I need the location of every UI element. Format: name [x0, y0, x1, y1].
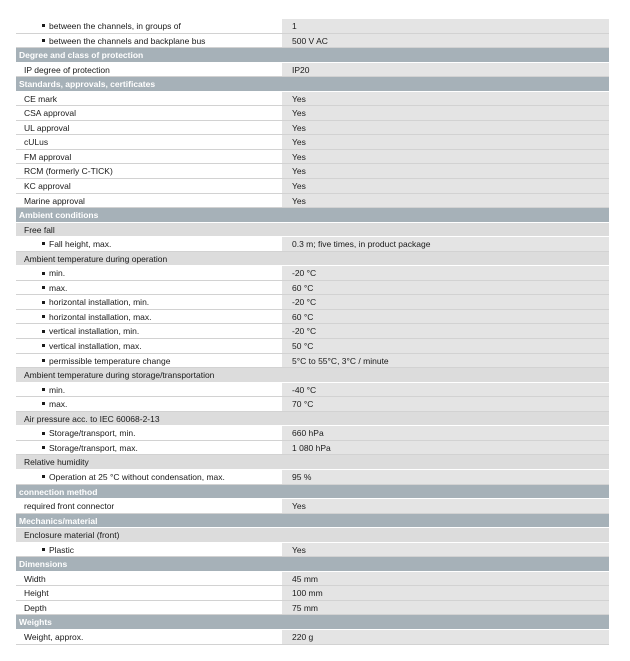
section-header	[16, 615, 609, 630]
spec-value: 0.3 m; five times, in product package	[282, 237, 609, 251]
spec-label: required front connector	[24, 501, 115, 512]
spec-row	[16, 572, 609, 587]
group-header	[16, 455, 609, 470]
section-header	[16, 48, 609, 63]
spec-label: UL approval	[24, 122, 70, 133]
spec-row	[16, 397, 609, 412]
spec-row	[16, 19, 609, 34]
spec-row	[16, 543, 609, 558]
spec-value: Yes	[282, 135, 609, 149]
spec-value: 75 mm	[282, 601, 609, 615]
spec-row	[16, 354, 609, 369]
spec-row	[16, 383, 609, 398]
spec-label: Operation at 25 °C without condensation, max.	[49, 471, 225, 482]
spec-row	[16, 135, 609, 150]
spec-value: 60 °C	[282, 310, 609, 324]
spec-row	[16, 266, 609, 281]
spec-value: Yes	[282, 194, 609, 208]
spec-row	[16, 194, 609, 209]
spec-label: Height	[24, 588, 49, 599]
spec-value: 95 %	[282, 470, 609, 484]
spec-value: Yes	[282, 499, 609, 513]
spec-row	[16, 586, 609, 601]
spec-value: 500 V AC	[282, 34, 609, 48]
spec-row	[16, 281, 609, 296]
spec-row	[16, 441, 609, 456]
spec-label: Storage/transport, min.	[49, 428, 136, 439]
spec-label: vertical installation, min.	[49, 326, 140, 337]
spec-label: vertical installation, max.	[49, 341, 142, 352]
bullet-icon	[42, 301, 45, 304]
section-title: Mechanics/material	[19, 515, 98, 526]
spec-value: 60 °C	[282, 281, 609, 295]
bullet-icon	[42, 344, 45, 347]
spec-label: horizontal installation, max.	[49, 311, 152, 322]
spec-value: 1 080 hPa	[282, 441, 609, 455]
bullet-icon	[42, 432, 45, 435]
spec-value: IP20	[282, 63, 609, 77]
section-title: Degree and class of protection	[19, 50, 144, 61]
spec-row	[16, 106, 609, 121]
spec-label: Weight, approx.	[24, 631, 84, 642]
bullet-icon	[42, 272, 45, 275]
spec-label: Marine approval	[24, 195, 85, 206]
spec-label: between the channels and backplane bus	[49, 35, 206, 46]
section-title: Ambient temperature during storage/transportation	[24, 370, 215, 381]
spec-label: CSA approval	[24, 108, 76, 119]
spec-table	[16, 19, 609, 645]
section-header	[16, 485, 609, 500]
spec-row	[16, 499, 609, 514]
spec-label: cULus	[24, 137, 49, 148]
spec-row	[16, 34, 609, 49]
spec-value: 660 hPa	[282, 426, 609, 440]
section-title: Standards, approvals, certificates	[19, 79, 156, 90]
bullet-icon	[42, 315, 45, 318]
spec-row	[16, 310, 609, 325]
bullet-icon	[42, 242, 45, 245]
group-header	[16, 412, 609, 427]
section-header	[16, 208, 609, 223]
spec-row	[16, 470, 609, 485]
spec-label: FM approval	[24, 151, 72, 162]
spec-label: Depth	[24, 602, 47, 613]
spec-row	[16, 164, 609, 179]
group-header	[16, 368, 609, 383]
section-header	[16, 514, 609, 529]
group-header	[16, 252, 609, 267]
section-title: Weights	[19, 617, 52, 628]
spec-label: Plastic	[49, 544, 75, 555]
spec-value: -20 °C	[282, 266, 609, 280]
spec-value: 220 g	[282, 630, 609, 644]
bullet-icon	[42, 446, 45, 449]
bullet-icon	[42, 475, 45, 478]
section-title: Relative humidity	[24, 457, 89, 468]
spec-label: RCM (formerly C-TICK)	[24, 166, 113, 177]
bullet-icon	[42, 24, 45, 27]
spec-row	[16, 63, 609, 78]
spec-label: KC approval	[24, 181, 71, 192]
section-title: Enclosure material (front)	[24, 530, 120, 541]
spec-label: Fall height, max.	[49, 239, 112, 250]
spec-label: max.	[49, 399, 68, 410]
spec-value: -40 °C	[282, 383, 609, 397]
spec-value: Yes	[282, 179, 609, 193]
spec-row	[16, 121, 609, 136]
spec-value: Yes	[282, 106, 609, 120]
spec-row	[16, 601, 609, 616]
group-header	[16, 223, 609, 238]
spec-value: -20 °C	[282, 295, 609, 309]
bullet-icon	[42, 402, 45, 405]
spec-row	[16, 339, 609, 354]
spec-value: Yes	[282, 121, 609, 135]
spec-row	[16, 426, 609, 441]
group-header	[16, 528, 609, 543]
spec-value: Yes	[282, 164, 609, 178]
spec-value: 100 mm	[282, 586, 609, 600]
spec-label: IP degree of protection	[24, 64, 110, 75]
section-title: Dimensions	[19, 559, 68, 570]
section-header	[16, 77, 609, 92]
section-title: Ambient conditions	[19, 210, 99, 221]
bullet-icon	[42, 330, 45, 333]
bullet-icon	[42, 39, 45, 42]
spec-value: 1	[282, 19, 609, 33]
section-header	[16, 557, 609, 572]
spec-row	[16, 179, 609, 194]
spec-value: 5°C to 55°C, 3°C / minute	[282, 354, 609, 368]
section-title: connection method	[19, 486, 98, 497]
spec-row	[16, 324, 609, 339]
spec-label: between the channels, in groups of	[49, 21, 181, 31]
spec-value: 45 mm	[282, 572, 609, 586]
section-title: Ambient temperature during operation	[24, 253, 168, 264]
spec-value: Yes	[282, 150, 609, 164]
spec-label: CE mark	[24, 93, 58, 104]
spec-value: Yes	[282, 543, 609, 557]
spec-value: 50 °C	[282, 339, 609, 353]
spec-label: Width	[24, 573, 46, 584]
spec-label: min.	[49, 268, 66, 279]
spec-value: 70 °C	[282, 397, 609, 411]
spec-label: permissible temperature change	[49, 355, 171, 366]
spec-row	[16, 295, 609, 310]
spec-label: max.	[49, 282, 68, 293]
bullet-icon	[42, 548, 45, 551]
spec-value: -20 °C	[282, 324, 609, 338]
bullet-icon	[42, 388, 45, 391]
spec-label: horizontal installation, min.	[49, 297, 150, 308]
section-title: Air pressure acc. to IEC 60068-2-13	[24, 413, 160, 424]
spec-row	[16, 630, 609, 645]
bullet-icon	[42, 286, 45, 289]
section-title: Free fall	[24, 224, 55, 235]
spec-row	[16, 92, 609, 107]
bullet-icon	[42, 359, 45, 362]
spec-label: Storage/transport, max.	[49, 442, 138, 453]
spec-label: min.	[49, 384, 66, 395]
spec-value: Yes	[282, 92, 609, 106]
spec-row	[16, 237, 609, 252]
spec-row	[16, 150, 609, 165]
